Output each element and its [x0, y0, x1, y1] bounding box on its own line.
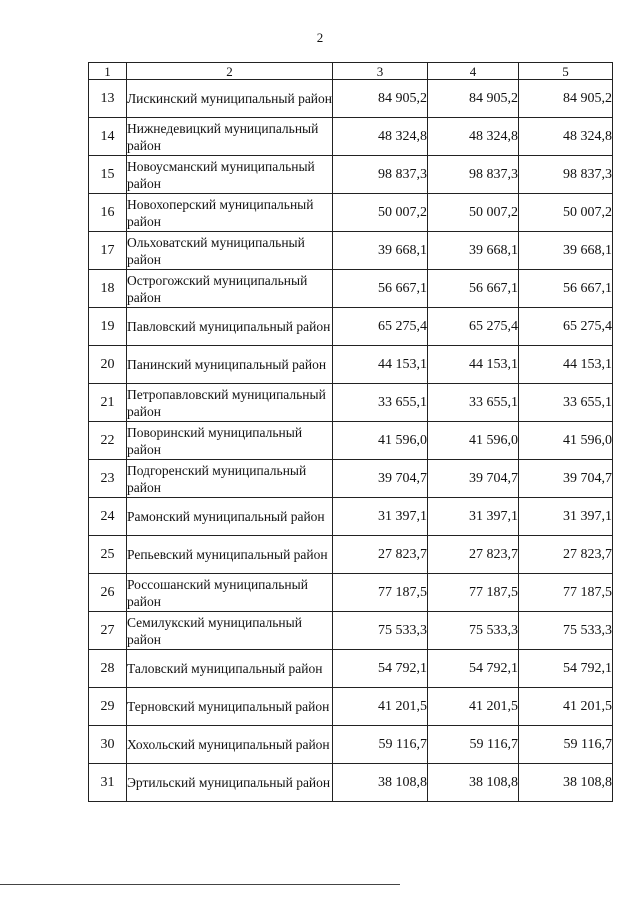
district-name-cell: Россошанский муниципальный район [127, 574, 333, 612]
table-row [89, 80, 613, 118]
value-cell-col3: 98 837,3 [333, 156, 428, 194]
row-number-cell: 13 [89, 80, 127, 118]
value-cell-col5: 48 324,8 [519, 118, 613, 156]
row-number-cell: 22 [89, 422, 127, 460]
district-name-cell: Панинский муниципальный район [127, 346, 333, 384]
value-cell-col4: 31 397,1 [428, 498, 519, 536]
column-header: 5 [519, 63, 613, 80]
table-row [89, 194, 613, 232]
table-row [89, 270, 613, 308]
value-cell-col4: 98 837,3 [428, 156, 519, 194]
row-number-cell: 26 [89, 574, 127, 612]
value-cell-col4: 84 905,2 [428, 80, 519, 118]
value-cell-col3: 41 201,5 [333, 688, 428, 726]
row-number-cell: 16 [89, 194, 127, 232]
district-name-cell: Новоусманский муниципальный район [127, 156, 333, 194]
value-cell-col5: 56 667,1 [519, 270, 613, 308]
value-cell-col4: 50 007,2 [428, 194, 519, 232]
table-row [89, 688, 613, 726]
data-table [88, 62, 613, 802]
value-cell-col4: 33 655,1 [428, 384, 519, 422]
table-row [89, 764, 613, 802]
district-name-cell: Подгоренский муниципальный район [127, 460, 333, 498]
row-number-cell: 20 [89, 346, 127, 384]
district-name-cell: Павловский муниципальный район [127, 308, 333, 346]
value-cell-col5: 38 108,8 [519, 764, 613, 802]
district-name-cell: Ольховатский муниципальный район [127, 232, 333, 270]
value-cell-col5: 41 201,5 [519, 688, 613, 726]
value-cell-col3: 56 667,1 [333, 270, 428, 308]
row-number-cell: 15 [89, 156, 127, 194]
value-cell-col5: 39 668,1 [519, 232, 613, 270]
row-number-cell: 25 [89, 536, 127, 574]
value-cell-col5: 41 596,0 [519, 422, 613, 460]
row-number-cell: 17 [89, 232, 127, 270]
column-header: 2 [127, 63, 333, 80]
table-body [89, 80, 613, 802]
value-cell-col4: 38 108,8 [428, 764, 519, 802]
table-row [89, 612, 613, 650]
value-cell-col5: 75 533,3 [519, 612, 613, 650]
table-row [89, 346, 613, 384]
column-header: 3 [333, 63, 428, 80]
value-cell-col3: 39 704,7 [333, 460, 428, 498]
table-row [89, 650, 613, 688]
table-row [89, 156, 613, 194]
table-row [89, 118, 613, 156]
table-row [89, 498, 613, 536]
page-number: 2 [316, 30, 324, 45]
value-cell-col4: 41 596,0 [428, 422, 519, 460]
value-cell-col3: 54 792,1 [333, 650, 428, 688]
value-cell-col4: 27 823,7 [428, 536, 519, 574]
row-number-cell: 18 [89, 270, 127, 308]
district-name-cell: Хохольский муниципальный район [127, 726, 333, 764]
district-name-cell: Семилукский муниципальный район [127, 612, 333, 650]
value-cell-col4: 77 187,5 [428, 574, 519, 612]
value-cell-col4: 59 116,7 [428, 726, 519, 764]
table-row [89, 308, 613, 346]
value-cell-col3: 27 823,7 [333, 536, 428, 574]
table-row [89, 574, 613, 612]
value-cell-col5: 50 007,2 [519, 194, 613, 232]
value-cell-col3: 50 007,2 [333, 194, 428, 232]
value-cell-col3: 44 153,1 [333, 346, 428, 384]
table-row [89, 422, 613, 460]
value-cell-col3: 33 655,1 [333, 384, 428, 422]
district-name-cell: Таловский муниципальный район [127, 650, 333, 688]
district-name-cell: Терновский муниципальный район [127, 688, 333, 726]
value-cell-col4: 48 324,8 [428, 118, 519, 156]
table-row [89, 384, 613, 422]
value-cell-col5: 33 655,1 [519, 384, 613, 422]
district-name-cell: Репьевский муниципальный район [127, 536, 333, 574]
row-number-cell: 24 [89, 498, 127, 536]
district-name-cell: Эртильский муниципальный район [127, 764, 333, 802]
value-cell-col4: 39 668,1 [428, 232, 519, 270]
value-cell-col3: 65 275,4 [333, 308, 428, 346]
value-cell-col3: 39 668,1 [333, 232, 428, 270]
value-cell-col3: 41 596,0 [333, 422, 428, 460]
row-number-cell: 27 [89, 612, 127, 650]
value-cell-col4: 54 792,1 [428, 650, 519, 688]
value-cell-col3: 75 533,3 [333, 612, 428, 650]
value-cell-col4: 39 704,7 [428, 460, 519, 498]
value-cell-col4: 41 201,5 [428, 688, 519, 726]
row-number-cell: 19 [89, 308, 127, 346]
value-cell-col3: 77 187,5 [333, 574, 428, 612]
value-cell-col5: 77 187,5 [519, 574, 613, 612]
value-cell-col4: 56 667,1 [428, 270, 519, 308]
value-cell-col3: 84 905,2 [333, 80, 428, 118]
district-name-cell: Нижнедевицкий муниципальный район [127, 118, 333, 156]
value-cell-col5: 27 823,7 [519, 536, 613, 574]
row-number-cell: 23 [89, 460, 127, 498]
table-header-row [89, 63, 613, 80]
value-cell-col5: 31 397,1 [519, 498, 613, 536]
value-cell-col3: 38 108,8 [333, 764, 428, 802]
value-cell-col5: 44 153,1 [519, 346, 613, 384]
column-header: 4 [428, 63, 519, 80]
district-name-cell: Петропавловский муниципальный район [127, 384, 333, 422]
value-cell-col3: 59 116,7 [333, 726, 428, 764]
district-name-cell: Острогожский муниципальный район [127, 270, 333, 308]
district-name-cell: Поворинский муниципальный район [127, 422, 333, 460]
value-cell-col3: 31 397,1 [333, 498, 428, 536]
value-cell-col5: 84 905,2 [519, 80, 613, 118]
value-cell-col4: 65 275,4 [428, 308, 519, 346]
row-number-cell: 21 [89, 384, 127, 422]
table-row [89, 232, 613, 270]
column-header: 1 [89, 63, 127, 80]
value-cell-col5: 59 116,7 [519, 726, 613, 764]
row-number-cell: 28 [89, 650, 127, 688]
table-row [89, 726, 613, 764]
value-cell-col4: 75 533,3 [428, 612, 519, 650]
table-row [89, 460, 613, 498]
value-cell-col5: 65 275,4 [519, 308, 613, 346]
table-row [89, 536, 613, 574]
district-name-cell: Рамонский муниципальный район [127, 498, 333, 536]
value-cell-col4: 44 153,1 [428, 346, 519, 384]
district-name-cell: Лискинский муниципальный район [127, 80, 333, 118]
row-number-cell: 29 [89, 688, 127, 726]
value-cell-col5: 39 704,7 [519, 460, 613, 498]
value-cell-col5: 98 837,3 [519, 156, 613, 194]
footer-rule [0, 884, 400, 885]
value-cell-col5: 54 792,1 [519, 650, 613, 688]
value-cell-col3: 48 324,8 [333, 118, 428, 156]
row-number-cell: 14 [89, 118, 127, 156]
row-number-cell: 30 [89, 726, 127, 764]
row-number-cell: 31 [89, 764, 127, 802]
district-name-cell: Новохоперский муниципальный район [127, 194, 333, 232]
